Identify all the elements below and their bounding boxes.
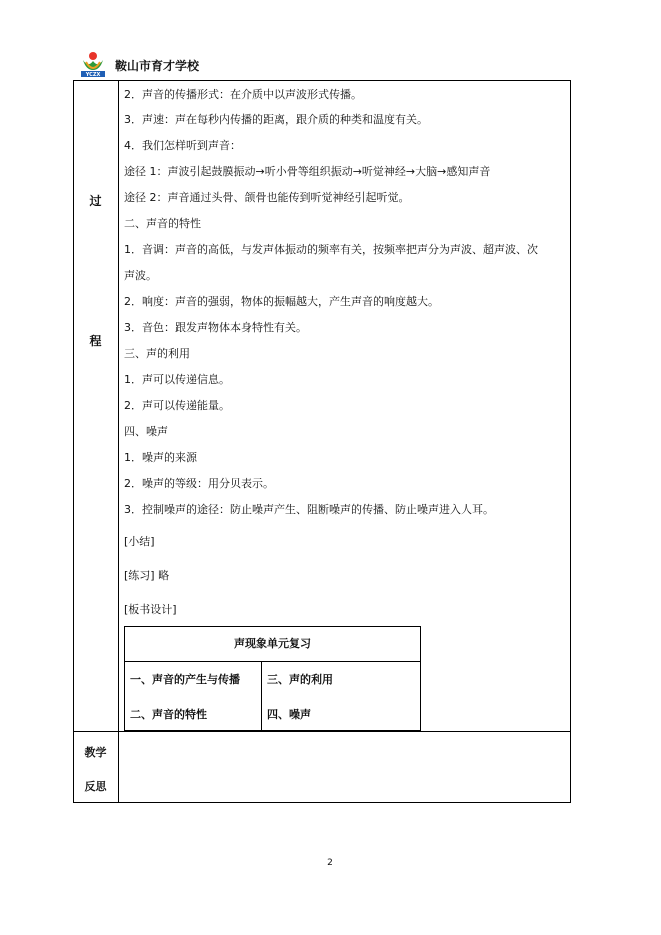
school-name: 鞍山市育才学校: [115, 58, 200, 73]
content-line: 声波。: [124, 269, 157, 282]
content-line: 4．我们怎样听到声音：: [124, 139, 241, 152]
page-number: 2: [327, 858, 333, 868]
table-column-divider: [118, 80, 119, 803]
board-title: 声现象单元复习: [234, 637, 311, 650]
side-label-reflect-2: 反思: [84, 780, 107, 793]
side-label-guo: 过: [89, 194, 102, 208]
content-line: 2．响度：声音的强弱，物体的振幅越大，产生声音的响度越大。: [124, 295, 439, 308]
board-divider-horizontal: [124, 661, 421, 662]
exercise-label: [练习] 略: [124, 569, 170, 582]
content-line: 1．音调：声音的高低，与发声体振动的频率有关，按频率把声分为声波、超声波、次: [124, 243, 538, 256]
board-cell: 四、噪声: [267, 708, 311, 721]
content-line: 四、噪声: [124, 425, 168, 438]
board-divider-vertical: [261, 661, 262, 731]
side-label-reflect-1: 教学: [84, 746, 107, 759]
content-line: 途径 1：声波引起鼓膜振动→听小骨等组织振动→听觉神经→大脑→感知声音: [124, 165, 491, 178]
side-label-cheng: 程: [89, 334, 102, 348]
board-design-label: [板书设计]: [124, 603, 177, 616]
content-line: 三、声的利用: [124, 347, 190, 360]
board-cell: 三、声的利用: [267, 673, 333, 686]
content-line: 2．声可以传递能量。: [124, 399, 230, 412]
content-line: 2．声音的传播形式：在介质中以声波形式传播。: [124, 88, 362, 101]
table-row-divider: [73, 731, 571, 732]
content-line: 3．控制噪声的途径：防止噪声产生、阻断噪声的传播、防止噪声进入人耳。: [124, 503, 494, 516]
content-line: 途径 2：声音通过头骨、颌骨也能传到听觉神经引起听觉。: [124, 191, 410, 204]
content-line: 3．声速：声在每秒内传播的距离，跟介质的种类和温度有关。: [124, 113, 428, 126]
page-header: [78, 46, 199, 80]
content-line: 1．声可以传递信息。: [124, 373, 230, 386]
content-line: 3．音色：跟发声物体本身特性有关。: [124, 321, 307, 334]
school-logo-icon: [78, 48, 108, 78]
board-cell: 一、声音的产生与传播: [130, 673, 240, 686]
content-line: 2．噪声的等级：用分贝表示。: [124, 477, 274, 490]
board-cell: 二、声音的特性: [130, 708, 207, 721]
svg-text:YCZX: YCZX: [85, 72, 101, 78]
content-line: 1．噪声的来源: [124, 451, 197, 464]
summary-label: [小结]: [124, 535, 155, 548]
content-line: 二、声音的特性: [124, 217, 201, 230]
